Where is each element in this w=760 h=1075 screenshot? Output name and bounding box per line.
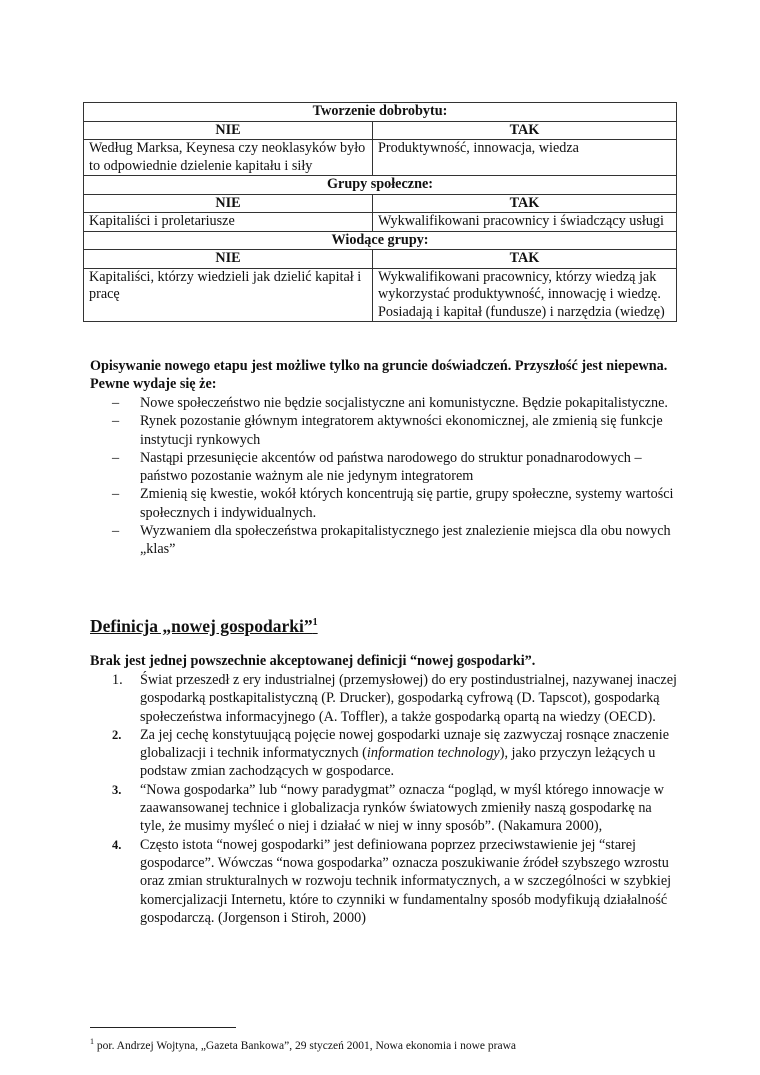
tak-header: TAK (373, 194, 677, 213)
section-heading: Definicja „nowej gospodarki”$^1$ (90, 615, 318, 636)
tak-cell: Wykwalifikowani pracownicy, którzy wiedzą jak wykorzystać produktywność, innowację i wiedzę. Posiadają i kapitał (fundusze) i narzędzia (wiedzę) (373, 268, 677, 322)
header-row (84, 194, 677, 213)
list-number: 2. (112, 727, 122, 742)
tak-header: TAK (373, 250, 677, 269)
section-title-row (84, 231, 677, 250)
nie-header: NIE (84, 121, 373, 140)
comparison-table (83, 102, 677, 322)
footnote: $^1$ por. Andrzej Wojtyna, „Gazeta Bankowa”, 29 styczeń 2001, Nowa ekonomia i nowe prawa (90, 1037, 516, 1052)
dash-bullet-icon: – (112, 523, 120, 540)
footnote-ref: 1 (312, 617, 318, 628)
table-row (84, 213, 677, 232)
table-row (84, 140, 677, 176)
section-title: Tworzenie dobrobytu: (84, 103, 677, 122)
nie-header: NIE (84, 194, 373, 213)
list-item: 2. Za jej cechę konstytuującą pojęcie nowej gospodarki uznaje się zazwyczaj rosnące znaczenie globalizacji i technik informatycznych (information technology), jako przyczyn leżących u podstaw zmian zachodzących w gospodarce. (112, 726, 670, 780)
tak-header: TAK (373, 121, 677, 140)
bullet-list (90, 394, 676, 559)
list-number: 4. (112, 837, 122, 852)
nie-cell: Kapitaliści i proletariusze (84, 213, 373, 232)
list-item: 1. Świat przeszedł z ery industrialnej (przemysłowej) do ery postindustrialnej, nazywanej inaczej gospodarką postkapitalistyczną (P. Drucker), gospodarką cyfrową (D. Tapscot), gospodarką społeczeństwa informacyjnego (A. Toffler), a także gospodarką opartą na wiedzy (OECD). (112, 672, 677, 725)
list-item: – Nowe społeczeństwo nie będzie socjalistyczne ani komunistyczne. Będzie pokapitalistyczne. (112, 395, 668, 411)
nie-cell: Kapitaliści, którzy wiedzieli jak dzielić kapitał i pracę (84, 268, 373, 322)
dash-bullet-icon: – (112, 413, 120, 430)
header-row (84, 250, 677, 269)
list-item: – Zmienią się kwestie, wokół których koncentrują się partie, grupy społeczne, systemy wartości społecznych i indywidualnych. (112, 486, 674, 521)
dash-bullet-icon: – (112, 449, 120, 466)
list-item: – Wyzwaniem dla społeczeństwa prokapitalistycznego jest znalezienie miejsca dla obu nowych „klas” (112, 523, 671, 558)
list-item: – Nastąpi przesunięcie akcentów od państwa narodowego do struktur ponadnarodowych – państwo pozostanie ważnym ale nie jedynym integratorem (112, 449, 642, 485)
section-title: Grupy społeczne: (84, 176, 677, 195)
list-number: 1. (112, 672, 123, 688)
list-item: 3. “Nowa gospodarka” lub “nowy paradygmat” oznacza “pogląd, w myśl którego innowacje w zaawansowanej technice i globalizacja rynków światowych zmieniły naszą gospodarkę na tyle, że musimy myśleć o niej i działać w niej w inny sposób”. (Nakamura 2000), (112, 781, 664, 835)
table-row (84, 268, 677, 322)
dash-bullet-icon: – (112, 395, 120, 411)
footnote-separator (90, 1027, 236, 1028)
intro-paragraph: Opisywanie nowego etapu jest możliwe tylko na gruncie doświadczeń. Przyszłość jest niepewna. Pewne wydaje się że: (90, 358, 668, 393)
list-item: 4. Często istota “nowej gospodarki” jest definiowana poprzez przeciwstawienie jej “starej gospodarce”. Wówczas “nowa gospodarka” oznacza poszukiwanie źródeł szybszego wzrostu oraz zmian strukturalnych w rozwoju technik informatycznych, a w szczególności w szybkiej komercjalizacji Internetu, które to czynniki w fundamentalny sposób modyfikują działalność gospodarczą. (Jorgenson i Stiroh, 2000) (112, 836, 672, 926)
lead-paragraph: Brak jest jednej powszechnie akceptowanej definicji “nowej gospodarki”. (90, 653, 536, 669)
numbered-list (90, 671, 680, 927)
nie-header: NIE (84, 250, 373, 269)
list-number: 3. (112, 782, 122, 797)
header-row (84, 121, 677, 140)
nie-cell: Według Marksa, Keynesa czy neoklasyków było to odpowiednie dzielenie kapitału i siły (84, 140, 373, 176)
section-title-row (84, 103, 677, 122)
section-title: Wiodące grupy: (84, 231, 677, 250)
dash-bullet-icon: – (112, 486, 120, 503)
list-item: – Rynek pozostanie głównym integratorem aktywności ekonomicznej, ale zmienią się funkcje instytucji rynkowych (112, 413, 663, 448)
section-title-row (84, 176, 677, 195)
tak-cell: Wykwalifikowani pracownicy i świadczący usługi (373, 213, 677, 232)
tak-cell: Produktywność, innowacja, wiedza (373, 140, 677, 176)
